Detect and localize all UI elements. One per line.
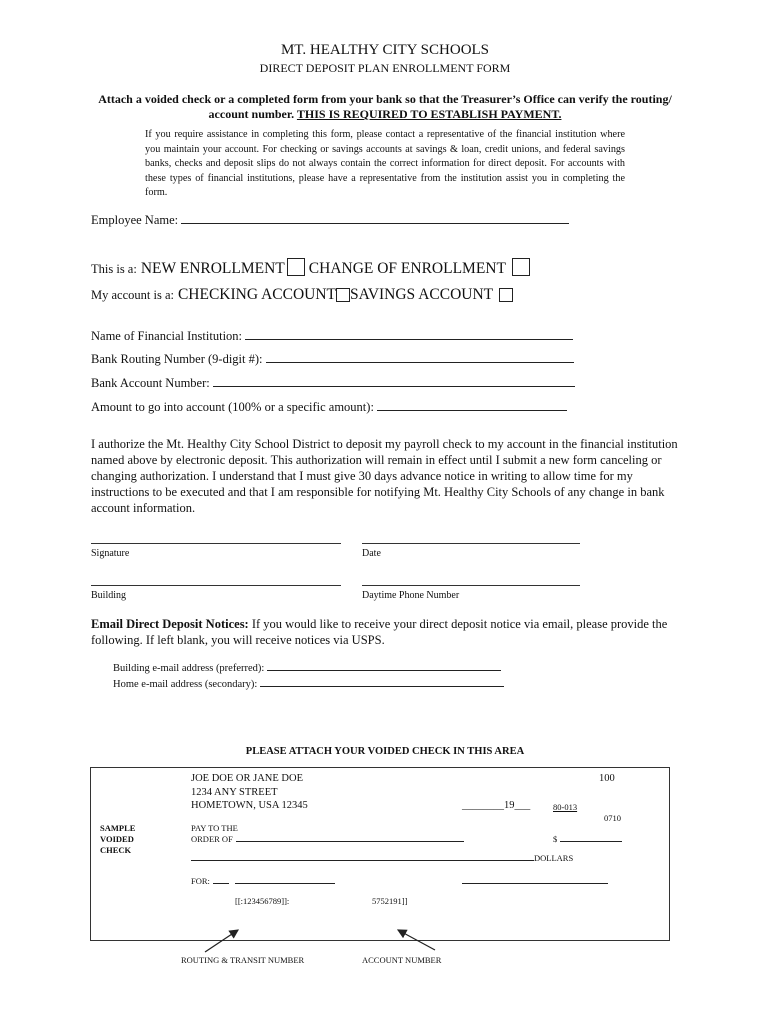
account-label: Bank Account Number: <box>91 376 210 390</box>
check-number: 100 <box>599 773 615 784</box>
check-fraction: 80-013 <box>553 802 578 812</box>
my-account-label: My account is a: <box>91 288 174 302</box>
account-arrow <box>398 930 435 950</box>
employee-name-label: Employee Name: <box>91 213 179 227</box>
voided-label: VOIDED <box>100 834 134 844</box>
date-label: Date <box>362 548 381 559</box>
routing-micr: [[:123456789]]: <box>235 896 290 906</box>
check-address-2: HOMETOWN, USA 12345 <box>191 800 308 811</box>
this-is-a-label: This is a: <box>91 262 137 276</box>
page-subtitle: DIRECT DEPOSIT PLAN ENROLLMENT FORM <box>259 61 511 75</box>
check-address-1: 1234 ANY STREET <box>191 787 278 798</box>
required-notice: THIS IS REQUIRED TO ESTABLISH PAYMENT. <box>296 107 562 121</box>
page-title: MT. HEALTHY CITY SCHOOLS <box>280 42 490 58</box>
institution-label: Name of Financial Institution: <box>91 329 243 343</box>
check-fraction-bottom: 0710 <box>604 813 621 823</box>
attach-line-1: Attach a voided check or a completed form from your bank so that the Treasurer’s Office can verify the routing/ <box>98 92 672 106</box>
checking-label: CHECKING ACCOUNT <box>177 286 336 303</box>
change-enrollment-label: CHANGE OF ENROLLMENT <box>308 260 506 277</box>
help-paragraph: If you require assistance in completing this form, please contact a representative of the financial institution where you maintain your account. For checking or savings accounts at savings & loan, credit unions, and federal savings banks, checks and deposit slips do not always contain the correct information for direct deposit. For accounts with these types of financial institutions, please have a representative from the institution assist you in completing the form. <box>145 129 625 199</box>
attach-line-2a: account number. <box>208 107 295 121</box>
home-email-label: Home e-mail address (secondary): <box>113 679 260 690</box>
phone-label: Daytime Phone Number <box>362 590 460 601</box>
order-of-label: ORDER OF <box>191 834 233 844</box>
check-label: CHECK <box>100 845 132 855</box>
routing-arrow <box>205 930 238 952</box>
routing-label: Bank Routing Number (9-digit #): <box>91 352 263 366</box>
account-number-label: ACCOUNT NUMBER <box>362 955 442 965</box>
for-label: FOR: <box>191 876 210 886</box>
check-date-line: ________19___ <box>462 800 531 811</box>
signature-label: Signature <box>91 548 130 559</box>
account-micr: 5752191]] <box>372 896 408 906</box>
pay-to-label: PAY TO THE <box>191 823 238 833</box>
authorization-paragraph: I authorize the Mt. Healthy City School District to deposit my payroll check to my account in the financial institution named above by electronic deposit. This authorization will remain in effect until I submit a new form canceling or changing authorization. I understand that I must give 30 days advance notice in writing to allow time for my instructions to be executed and that I am responsible for notifying Mt. Healthy City Schools of any change in bank account information. <box>91 437 678 515</box>
check-area-heading: PLEASE ATTACH YOUR VOIDED CHECK IN THIS AREA <box>245 746 525 757</box>
new-enrollment-label: NEW ENROLLMENT <box>140 260 285 277</box>
email-text: If you would like to receive your direct deposit notice via email, please provide the following. If left blank, you will receive notices via USPS. <box>91 617 668 647</box>
check-payer-name: JOE DOE OR JANE DOE <box>191 773 303 784</box>
savings-label: SAVINGS ACCOUNT <box>350 286 494 303</box>
building-label: Building <box>91 590 127 601</box>
building-email-label: Building e-mail address (preferred): <box>113 663 267 674</box>
email-heading: Email Direct Deposit Notices: <box>91 617 249 631</box>
dollars-label: DOLLARS <box>534 853 574 863</box>
routing-transit-label: ROUTING & TRANSIT NUMBER <box>181 955 305 965</box>
amount-label: Amount to go into account (100% or a specific amount): <box>91 400 374 414</box>
sample-label: SAMPLE <box>100 823 136 833</box>
dollar-sign: $ <box>553 834 558 844</box>
